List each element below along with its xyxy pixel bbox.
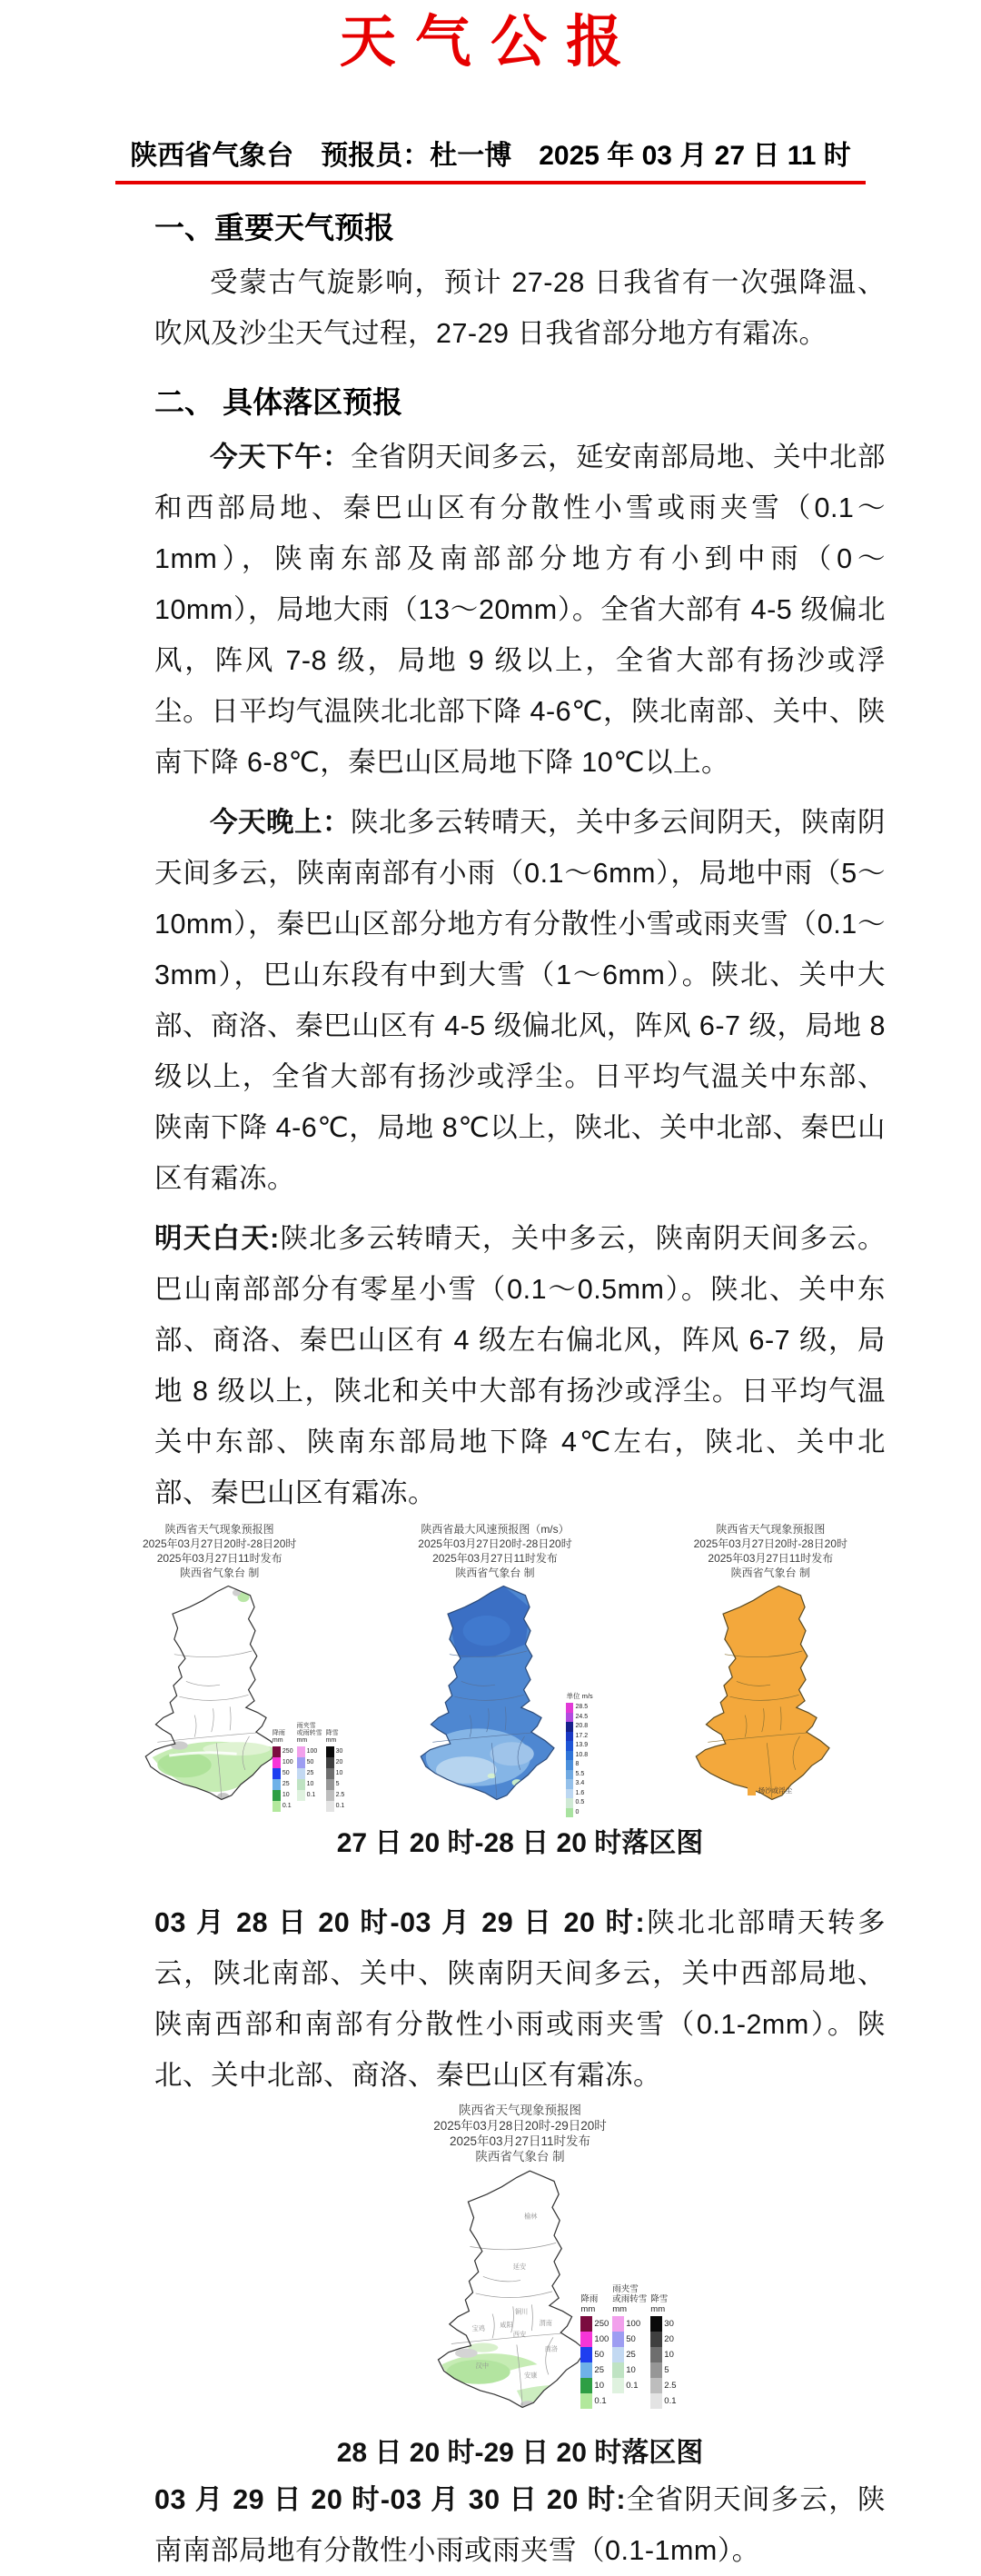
- section-1-paragraph: 受蒙古气旋影响，预计 27-28 日我省有一次强降温、吹风及沙尘天气过程，27-29 日我省部分地方有霜冻。: [154, 267, 886, 349]
- legend-sleet-column: [297, 1723, 322, 1812]
- legend-swatch: [326, 1768, 334, 1779]
- legend-swatch: [326, 1790, 334, 1801]
- map-title-line: 2025年03月27日11时发布: [156, 1552, 282, 1565]
- legend-header: [650, 2283, 676, 2314]
- legend-swatch: [612, 2332, 624, 2347]
- legend-value: 5.5: [575, 1770, 585, 1777]
- map-title-line: 陕西省气象台 制: [179, 1566, 260, 1579]
- legend-swatch: [272, 1801, 281, 1812]
- legend-row: [580, 2362, 609, 2378]
- legend-row: [326, 1779, 345, 1790]
- legend-swatch: [297, 1779, 305, 1790]
- paragraph-text: 全省阴天间多云，陕南南部局地有分散性小雨或雨夹雪（0.1-1mm）。: [154, 2484, 886, 2566]
- legend-snow-column: [326, 1723, 345, 1812]
- legend-value: 100: [626, 2319, 641, 2329]
- legend-value: 0.1: [335, 1803, 345, 1809]
- legend-swatch: [566, 1789, 573, 1799]
- paragraph-tomorrow: [154, 1213, 886, 1518]
- legend-swatch: [612, 2316, 624, 2332]
- legend-row: [566, 1703, 592, 1713]
- map-title-line: 2025年03月27日11时发布: [432, 1552, 558, 1565]
- precip-legend-big: [580, 2283, 676, 2409]
- legend-value: 50: [282, 1770, 290, 1776]
- legend-unit: mm: [612, 2304, 628, 2314]
- legend-swatch: [650, 2332, 662, 2347]
- section-1-heading: 一、重要天气预报: [154, 211, 394, 244]
- legend-row: [297, 1790, 322, 1801]
- legend-value: 10: [282, 1792, 290, 1798]
- legend-header: [272, 1723, 293, 1745]
- legend-row: [650, 2362, 676, 2378]
- legend-row: [272, 1790, 293, 1801]
- city-label: 铜川: [514, 2307, 528, 2316]
- legend-value: 2.5: [335, 1792, 345, 1798]
- legend-swatch: [650, 2347, 662, 2362]
- legend-swatch: [566, 1798, 573, 1808]
- legend-swatch: [297, 1746, 305, 1757]
- map-title-line: 陕西省气象台 制: [730, 1566, 810, 1579]
- city-label: 宝鸡: [471, 2324, 485, 2333]
- legend-swatch: [650, 2378, 662, 2393]
- paragraph-text: 陕北多云转晴天，关中多云，陕南阴天间多云。巴山南部部分有零星小雪（0.1～0.5mm）。陕北、关中东部、商洛、秦巴山区有 4 级左右偏北风，阵风 6-7 级，局地 8 级以上，陕北和关中大部有扬沙或浮尘。日平均气温关中东部、陕南东部局地下降 4℃左右，陕北、关中北部、秦巴山区有霜冻。: [154, 1223, 886, 1508]
- legend-swatch: [580, 2378, 592, 2393]
- paragraph-lead: 今天晚上：: [210, 807, 351, 838]
- legend-row: [566, 1713, 592, 1723]
- map-title-line: 2025年03月27日11时发布: [708, 1552, 834, 1565]
- legend-row: [297, 1746, 322, 1757]
- document-body: [0, 208, 981, 2576]
- legend-value: 250: [282, 1748, 293, 1755]
- legend-value: 0.1: [594, 2396, 607, 2406]
- paragraph-text: 陕北多云转晴天，关中多云间阴天，陕南阴天间多云，陕南南部有小雨（0.1～6mm），局地中雨（5～10mm），秦巴山区部分地方有分散性小雪或雨夹雪（0.1～3mm），巴山东段有中到大雪（1～6mm）。陕北、关中大部、商洛、秦巴山区有 4-5 级偏北风，阵风 6-7 级，局地 8 级以上，全省大部有扬沙或浮尘。日平均气温关中东部、陕南下降 4-6℃，局地 8℃以上，陕北、关中北部、秦巴山区有霜冻。: [154, 807, 886, 1194]
- maps-caption-28-29: 28 日 20 时-29 日 20 时落区图: [336, 2438, 704, 2468]
- legend-swatch: [272, 1768, 281, 1779]
- legend-swatch: [297, 1768, 305, 1779]
- map-title-line: 2025年03月27日20时-28日20时: [142, 1537, 297, 1550]
- section-2-heading: 二、 具体落区预报: [154, 385, 403, 419]
- legend-row: [566, 1751, 592, 1761]
- legend-swatch: [580, 2347, 592, 2362]
- legend-value: 0.1: [282, 1803, 292, 1809]
- paragraph-lead: 明天白天:: [154, 1223, 280, 1254]
- legend-value: 25: [594, 2365, 604, 2375]
- legend-unit: mm: [650, 2304, 666, 2314]
- legend-value: 10: [335, 1770, 343, 1776]
- legend-row: [566, 1722, 592, 1732]
- legend-header-text: 降雨: [580, 2294, 599, 2304]
- legend-value: 50: [306, 1759, 314, 1765]
- map-precip-27-28: [82, 1522, 357, 1821]
- legend-value: 100: [306, 1748, 318, 1755]
- legend-row: [297, 1757, 322, 1768]
- legend-header-text: 或雨转雪: [612, 2294, 648, 2304]
- paragraph-text: 全省阴天间多云，延安南部局地、关中北部和西部局地、秦巴山区有分散性小雪或雨夹雪（0.1～1mm），陕南东部及南部部分地方有小到中雨（0～10mm），局地大雨（13～20mm）。全省大部有 4-5 级偏北风，阵风 7-8 级，局地 9 级以上，全省大部有扬沙或浮尘。日平均气温陕北北部下降 4-6℃，陕北南部、关中、陕南下降 6-8℃，秦巴山区局地下降 10℃以上。: [154, 442, 886, 778]
- shaanxi-map-dust: [686, 1580, 855, 1816]
- legend-row: [272, 1746, 293, 1757]
- legend-swatch: [566, 1751, 573, 1761]
- legend-value: 10.8: [575, 1751, 589, 1758]
- legend-value: 24.5: [575, 1713, 589, 1720]
- legend-swatch: [272, 1746, 281, 1757]
- legend-row: [566, 1808, 592, 1818]
- legend-value: 100: [594, 2334, 609, 2344]
- legend-row: [566, 1798, 592, 1808]
- legend-header: [580, 2283, 609, 2314]
- legend-row: [566, 1732, 592, 1742]
- map-title-line: 2025年03月27日20时-28日20时: [693, 1537, 848, 1550]
- paragraph-29-30: [154, 2474, 886, 2576]
- legend-header-text: 雨夹雪: [612, 2284, 639, 2294]
- legend-value: 28.5: [575, 1704, 589, 1710]
- legend-rain-column: [580, 2283, 609, 2409]
- legend-value: 20: [664, 2334, 674, 2344]
- legend-swatch: [566, 1779, 573, 1789]
- legend-row: [566, 1779, 592, 1789]
- legend-row: [566, 1789, 592, 1799]
- legend-value: 10: [664, 2350, 674, 2360]
- legend-row: [297, 1768, 322, 1779]
- legend-value: 30: [335, 1748, 343, 1755]
- legend-row: [566, 1741, 592, 1751]
- legend-value: 50: [594, 2350, 604, 2360]
- legend-value: 0.1: [664, 2396, 677, 2406]
- legend-row: [326, 1757, 345, 1768]
- legend-swatch: [580, 2393, 592, 2409]
- shaanxi-map-wind: [411, 1580, 580, 1816]
- legend-value: 0: [575, 1808, 580, 1815]
- legend-row: [580, 2316, 609, 2332]
- legend-label: 扬沙或浮尘: [758, 1786, 793, 1795]
- legend-swatch: [650, 2316, 662, 2332]
- city-label: 榆林: [523, 2212, 538, 2221]
- forecast-maps-row: [82, 1522, 908, 1821]
- paragraph-text: 陕北北部晴天转多云，陕北南部、关中、陕南阴天间多云，关中西部局地、陕南西部和南部有分散性小雨或雨夹雪（0.1-2mm）。陕北、关中北部、商洛、秦巴山区有霜冻。: [154, 1907, 886, 2091]
- legend-swatch: [566, 1760, 573, 1770]
- legend-row: [650, 2378, 676, 2393]
- legend-value: 50: [626, 2334, 636, 2344]
- legend-scale: [297, 1746, 322, 1801]
- wind-legend: [566, 1691, 592, 1817]
- legend-row: [566, 1770, 592, 1780]
- map-title-line: 陕西省气象台 制: [455, 1566, 535, 1579]
- legend-swatch: [580, 2316, 592, 2332]
- legend-row: [297, 1779, 322, 1790]
- legend-row: [612, 2347, 647, 2362]
- legend-header-text: 降雪: [325, 1730, 339, 1736]
- map-title-line: 2025年03月27日20时-28日20时: [418, 1537, 572, 1550]
- legend-row: [580, 2332, 609, 2347]
- legend-row: [272, 1768, 293, 1779]
- map-title-line: 陕西省最大风速预报图（m/s）: [421, 1523, 570, 1536]
- legend-swatch: [326, 1746, 334, 1757]
- legend-scale: [650, 2316, 676, 2409]
- legend-unit: mm: [296, 1737, 308, 1744]
- legend-swatch: [650, 2393, 662, 2409]
- map-title: [82, 1522, 357, 1580]
- legend-scale: [326, 1746, 345, 1812]
- legend-value: 5: [664, 2365, 669, 2375]
- legend-row: [566, 1760, 592, 1770]
- legend-value: 2.5: [664, 2381, 677, 2391]
- legend-row: [612, 2332, 647, 2347]
- legend-value: 1.6: [575, 1789, 585, 1796]
- maps-caption-27-28: 27 日 20 时-28 日 20 时落区图: [336, 1828, 704, 1858]
- legend-swatch: [297, 1757, 305, 1768]
- legend-swatch: [326, 1801, 334, 1812]
- legend-row: [612, 2378, 647, 2393]
- legend-value: 3.4: [575, 1780, 585, 1786]
- legend-row: [650, 2347, 676, 2362]
- city-label: 咸阳: [499, 2320, 513, 2329]
- legend-value: 30: [664, 2319, 674, 2329]
- legend-row: [272, 1801, 293, 1812]
- legend-header: [326, 1723, 345, 1745]
- city-label: 渭南: [539, 2318, 552, 2327]
- city-label: 延安: [512, 2263, 526, 2272]
- legend-unit: mm: [580, 2304, 596, 2314]
- legend-value: 25: [626, 2350, 636, 2360]
- legend-row: [748, 1785, 793, 1795]
- legend-value: 25: [282, 1781, 290, 1787]
- legend-row: [612, 2362, 647, 2378]
- map-title-line: 陕西省天气现象预报图: [459, 2104, 581, 2117]
- legend-swatch: [612, 2347, 624, 2362]
- paragraph-28-29: [154, 1897, 886, 2101]
- precip-legend: [272, 1723, 344, 1812]
- city-label: 西安: [512, 2330, 526, 2339]
- paragraph-this-afternoon: [154, 432, 886, 788]
- legend-swatch: [566, 1808, 573, 1818]
- legend-unit: mm: [272, 1737, 283, 1744]
- legend-value: 0.1: [306, 1792, 316, 1798]
- legend-value: 8: [575, 1761, 580, 1767]
- legend-value: 100: [282, 1759, 293, 1765]
- legend-value: 250: [594, 2319, 609, 2329]
- paragraph-lead: 03 月 28 日 20 时-03 月 29 日 20 时:: [154, 1907, 646, 1938]
- legend-swatch: [650, 2362, 662, 2378]
- legend-value: 20: [335, 1759, 343, 1765]
- legend-row: [650, 2316, 676, 2332]
- subtitle-row: [0, 133, 981, 184]
- legend-value: 0.1: [626, 2381, 639, 2391]
- map-title: [633, 1522, 908, 1580]
- legend-row: [650, 2332, 676, 2347]
- legend-value: 10: [594, 2381, 604, 2391]
- map-canvas: [284, 2164, 757, 2431]
- legend-swatch: [272, 1790, 281, 1801]
- legend-scale: [566, 1703, 592, 1817]
- legend-header: [297, 1723, 322, 1745]
- legend-value: 0.5: [575, 1799, 585, 1805]
- legend-swatch: [612, 2362, 624, 2378]
- legend-swatch: [326, 1779, 334, 1790]
- map-title-line: 2025年03月28日20时-29日20时: [433, 2119, 607, 2133]
- city-label: 汉中: [475, 2362, 489, 2371]
- legend-swatch: [566, 1713, 573, 1723]
- legend-header-text: 降雨: [272, 1730, 285, 1736]
- legend-value: 20.8: [575, 1723, 589, 1729]
- map-title-line: 2025年03月27日11时发布: [449, 2134, 591, 2148]
- legend-row: [326, 1768, 345, 1779]
- legend-header-text: 雨夹雪: [296, 1723, 316, 1729]
- legend-row: [272, 1779, 293, 1790]
- legend-swatch: [566, 1722, 573, 1732]
- legend-value: 13.9: [575, 1742, 589, 1748]
- legend-row: [580, 2347, 609, 2362]
- legend-header-text: 或雨转雪: [296, 1730, 322, 1736]
- legend-header-text: 降雪: [650, 2294, 669, 2304]
- legend-scale: [272, 1746, 293, 1812]
- legend-value: 5: [335, 1781, 340, 1787]
- dust-legend: [748, 1785, 793, 1795]
- legend-scale: [612, 2316, 647, 2393]
- map-title-line: 陕西省天气现象预报图: [716, 1523, 826, 1536]
- legend-swatch: [580, 2362, 592, 2378]
- legend-scale: [748, 1785, 793, 1795]
- legend-swatch: [748, 1785, 756, 1795]
- legend-swatch: [297, 1790, 305, 1801]
- page-title: 天气公报: [339, 11, 642, 74]
- legend-swatch: [566, 1741, 573, 1751]
- map-title: [357, 1522, 632, 1580]
- map-dust-27-28: [633, 1522, 908, 1821]
- legend-row: [326, 1790, 345, 1801]
- legend-sleet-column: [612, 2283, 647, 2409]
- map-title-line: 陕西省天气现象预报图: [164, 1523, 274, 1536]
- legend-value: 10: [306, 1781, 314, 1787]
- map-title: [284, 2103, 757, 2164]
- issuer-line: 陕西省气象台 预报员：杜一博 2025 年 03 月 27 日 11 时: [115, 133, 866, 184]
- legend-header: [612, 2283, 647, 2314]
- legend-swatch: [326, 1757, 334, 1768]
- map-title-line: 陕西省气象台 制: [475, 2150, 565, 2163]
- paragraph-lead: 03 月 29 日 20 时-03 月 30 日 20 时:: [154, 2484, 627, 2515]
- legend-swatch: [272, 1757, 281, 1768]
- legend-swatch: [580, 2332, 592, 2347]
- legend-row: [650, 2393, 676, 2409]
- city-label: 商洛: [544, 2344, 558, 2353]
- legend-scale: [580, 2316, 609, 2409]
- legend-row: [580, 2393, 609, 2409]
- legend-row: [612, 2316, 647, 2332]
- legend-row: [580, 2378, 609, 2393]
- legend-value: 17.2: [575, 1732, 589, 1739]
- legend-snow-column: [650, 2283, 676, 2409]
- legend-swatch: [566, 1770, 573, 1780]
- legend-title: 单位 m/s: [566, 1692, 593, 1700]
- legend-swatch: [612, 2378, 624, 2393]
- paragraph-lead: 今天下午：: [210, 442, 351, 472]
- legend-row: [326, 1746, 345, 1757]
- map-precip-28-29: [284, 2103, 757, 2431]
- legend-row: [272, 1757, 293, 1768]
- legend-swatch: [566, 1703, 573, 1713]
- legend-swatch: [566, 1732, 573, 1742]
- legend-value: 25: [306, 1770, 314, 1776]
- legend-rain-column: [272, 1723, 293, 1812]
- legend-row: [326, 1801, 345, 1812]
- legend-value: 10: [626, 2365, 636, 2375]
- legend-unit: mm: [325, 1737, 337, 1744]
- city-label: 安康: [523, 2371, 538, 2380]
- legend-swatch: [272, 1779, 281, 1790]
- paragraph-tonight: [154, 797, 886, 1204]
- map-wind-27-28: [357, 1522, 632, 1821]
